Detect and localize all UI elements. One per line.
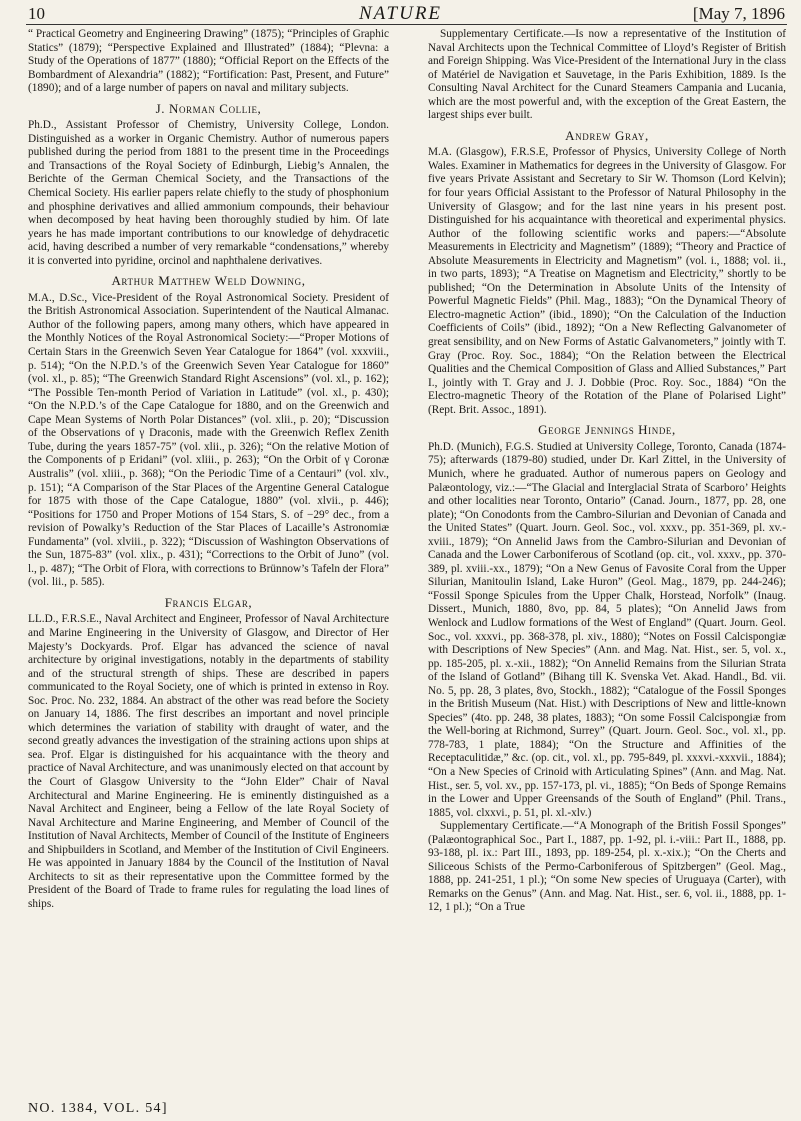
fellow-name-heading: J. Norman Collie, bbox=[155, 100, 262, 116]
page-header bbox=[0, 0, 801, 26]
left-column bbox=[28, 28, 389, 911]
page-number: 10 bbox=[28, 4, 45, 23]
paragraph: M.A., D.Sc., Vice-President of the Royal Astronomical Society. President of the British Astronomical Association. Superintendent of the Nautical Almanac. Author of the following papers, among many others, which have appeared in the Monthly Notices of the Royal Astronomical Society:—“Proper Motions of Certain Stars in the Greenwich Seven Year Catalogue for 1864” (vol. xxxviii., p. 514); “On the N.P.D.’s of the Greenwich Seven Year Catalogue for 1860” (vol. xl., p. 85); “The Greenwich Standard Right Ascensions” (vol. xl., p. 162); “The Possible Ten-month Period of Variation in Latitude” (vol. xl., p. 430); “On the N.P.D.’s of the Cape Catalogue for 1880, and on the Greenwich and Cape Mean Systems of North Polar Distances” (vol. xlii., p. 20); “Discussion of the Observations of γ Draconis, made with the Greenwich Reflex Zenith Tube, during the years 1857-75” (vol. xlii., p. 326); “On the relative Motion of the Components of p Eridani” (vol. xliii., p. 263); “On the Orbit of γ Coronæ Australis” (vol. xliii., p. 368); “On the Periodic Time of a Centauri” (vol. xlv., p. 151); “A Comparison of the Star Places of the Argentine General Catalogue for 1875 with those of the Cape Catalogue, 1880” (vol. xlvii., p. 446); “Positions for 1750 and Proper Motions of 154 Stars, S. of −29° dec., from a revision of Powalky’s Reduction of the Star Places of Lacaille’s Astronomiæ Fundamenta” (vol. xlviii., p. 322); “Discussion of Washington Observations of the Sun, 1875-83” (vol. xlix., p. 431); “Corrections to the Orbit of Juno” (vol. l., p. 487); “The Orbit of Flora, with corrections to Brünnow’s Tafeln der Flora” (vol. lii., p. 585). bbox=[28, 291, 389, 589]
issue-footer: NO. 1384, VOL. 54] bbox=[28, 1101, 168, 1116]
paragraph: M.A. (Glasgow), F.R.S.E, Professor of Physics, University College of North Wales. Examiner in Mathematics for degrees in the University of Glasgow. For five years Private Assistant and Secretary to Sir W. Thomson (Lord Kelvin); for four years Official Assistant to the Professor of Natural Philosophy in the University of Glasgow; and for the last nine years in his present post. Distinguished for his acquaintance with theoretical and experimental physics. Author of the following scientific works and papers:—“Absolute Measurements in Electricity and Magnetism” (1889); “Theory and Practice of Absolute Measurements in Electricity and Magnetism” (vol. i., 1888; vol. ii., in two parts, 1893); “A Treatise on Magnetism and Electricity,” shortly to be published; “On the Determination in Absolute Units of the Intensity of Powerful Magnetic Fields” (Phil. Mag., 1883); “On the Dynamical Theory of Electro-magnetic Action” (ibid., 1890); “On the Calculation of the Induction Coefficients of Coils” (ibid., 1892); “On a New Reflecting Galvanometer of great sensibility, and on New Forms of Astatic Galvanometers,” jointly with T. Gray (Proc. Roy. Soc., 1884); “On the Relation between the Electrical Qualities and the Chemical Composition of Glass and Allied Substances,” Part I., jointly with T. Gray and J. J. Dobbie (Proc. Roy. Soc., 1884) “On the Electro-magnetic Theory of the Rotation of the Plane of Polarised Light” (Rept. Brit. Assoc., 1891). bbox=[428, 146, 786, 416]
paragraph: Ph.D. (Munich), F.G.S. Studied at University College, Toronto, Canada (1874-75); afterwards (1879-80) studied, under Dr. Karl Zittel, in the University of Munich, where he graduated. Author of numerous papers on Geology and Palæontology, viz.:—“The Glacial and Interglacial Strata of Scarboro’ Heights and other localities near Toronto, Ontario” (Canad. Journ., 1877, pp. 28, one plate); “On Conodonts from the Cambro-Silurian and Devonian of Canada and the United States” (Quart. Journ. Geol. Soc., vol. xxxv., pp. 351-369, pl. xv.-xviii., 1879); “On Annelid Jaws from the Cambro-Silurian and Devonian of Canada and the Lower Carboniferous of Scotland (op. cit., vol. xxxv., pp. 370-389, pl. xviii.-xx., 1879); “On a New Genus of Favosite Coral from the Upper Silurian, Manitoulin Island, Lake Huron” (Geol. Mag., 1879, pp. 244-246); “Fossil Sponge Spicules from the Upper Chalk, Horstead, Norfolk” (Inaug. Dissert., Munich, 1880, 8vo, pp. 84, 5 plates); “On Annelid Jaws from Wenlock and Ludlow formations of the West of England” (Quart. Journ. Geol. Soc., vol. xxxvi., pp. 368-378, pl. xiv., 1880); “Notes on Fossil Calcispongiæ with Descriptions of New Species” (Ann. and Mag. Nat. Hist., ser. 5, vol. x., pp. 185-205, pl. x.-xii., 1882); “On Annelid Remains from the Silurian Strata of the Island of Gotland” (Bihang till K. Svenska Vet. Akad. Handl., Bd. vii. No. 5, pp. 28, 3 plates, 8vo, Stockh., 1882); “Catalogue of the Fossil Sponges in the British Museum (Nat. Hist.) with Descriptions of New and little-known Species” (4to. pp. 248, 38 plates, 1883); “On some Fossil Calcispongiæ from the Well-boring at Richmond, Surrey” (Quart. Journ. Geol. Soc., vol. xl., pp. 778-783, 1 plate, 1884); “On the Structure and Affinities of the Receptaculitidæ,” &c. (op. cit., vol. xl., pp. 795-849, pl. xxxvi.-xxxvii., 1884); “On a New Species of Crinoid with Articulating Spines” (Ann. and Mag. Nat. Hist., ser. 5, vol. xv., pp. 157-173, pl. vi., 1885); “On Beds of Sponge Remains in the Lower and Upper Greensands of the South of England” (Phil. Trans., 1885, vol. clxxvi., p. 51, pl. xl.-xlv.) bbox=[428, 440, 786, 819]
fellow-name-heading: Arthur Matthew Weld Downing, bbox=[111, 273, 306, 289]
magazine-title: NATURE bbox=[358, 3, 443, 24]
right-column bbox=[428, 28, 786, 915]
paragraph: Supplementary Certificate.—Is now a representative of the Institution of Naval Architects upon the Technical Committee of Lloyd’s Register of British and Foreign Shipping. Was Vice-President of the International Jury in the class of Matériel de Navigation et Sauvetage, in the Paris Exhibition, 1889. Is the Consulting Naval Architect for the Cunard Steamers Campania and Lucania, which are the most powerful and, with the exception of the Great Eastern, the largest ships ever built. bbox=[428, 28, 786, 122]
paragraph: Ph.D., Assistant Professor of Chemistry, University College, London. Distinguished as a worker in Organic Chemistry. Author of numerous papers published during the period from 1881 to the present time in the Proceedings and Transactions of the Royal Society of Edinburgh, Liebig’s Annalen, the Berichte of the German Chemical Society, and the Transactions of the Chemical Society. His earlier papers relate chiefly to the study of phosphonium and phosphine derivatives and allied ammonium compounds, their behaviour when decomposed by heat having been thoroughly studied by him. Of late years he has made important contributions to our knowledge of dehydracetic acid, having described a number of very remarkable “condensations,” whereby it is converted into pyridine, orcinol and naphthalene derivatives. bbox=[28, 119, 389, 267]
paragraph: Supplementary Certificate.—“A Monograph of the British Fossil Sponges” (Palæontographical Soc., Part I., 1887, pp. 1-92, pl. i.-viii.: Part II., 1888, pp. 93-188, pl. ix.: Part III., 1893, pp. 189-254, pl. x.-xix.); “On the Cherts and Siliceous Schists of the Permo-Carboniferous of Spitzbergen” (Geol. Mag., 1888, pp. 241-251, 1 pl.); “On some New species of Uruguaya (Carter), with Remarks on the Genus” (Ann. and Mag. Nat. Hist., ser. 6, vol. ii., 1888, pp. 1-12, 1 pl.); “On a True bbox=[428, 820, 786, 914]
paragraph: LL.D., F.R.S.E., Naval Architect and Engineer, Professor of Naval Architecture and Marine Engineering in the University of Glasgow, and Director of Her Majesty’s Dockyards. Prof. Elgar has advanced the science of naval architecture by original investigations, notably in the departments of stability and of the structural strength of ships. These are described in papers communicated to the Royal Society, one of which is printed in extenso in Roy. Soc. Proc. No. 232, 1884. An abstract of the other was read before the Society on January 14, 1886. The first describes an important and novel principle which determines the variation of stability with draught of water, and the second greatly advances the investigation of the straining actions upon ships at sea. Prof. Elgar is distinguished for his acquaintance with the theory and practice of Naval Architecture, and was unanimously elected on that account by the Court of Glasgow University to the “John Elder” Chair of Naval Architectural and Marine Engineering. He is eminently distinguished as a Naval Architect and Engineer, being a Fellow of the late Royal Society of Naval Architecture and Marine Engineering, and Member of Council of the Institution of Naval Architects, Member of Council of the Institute of Engineers and Shipbuilders in Scotland, and Member of the Institution of Civil Engineers. He was appointed in January 1884 by the Council of the Institution of Naval Architects to sit as their representative upon the Committee formed by the President of the Board of Trade to frame rules for regulating the load lines of ships. bbox=[28, 613, 389, 910]
header-rule bbox=[26, 24, 787, 25]
fellow-name-heading: Andrew Gray, bbox=[565, 127, 649, 143]
paragraph: “ Practical Geometry and Engineering Drawing” (1875); “Principles of Graphic Statics” (1879); “Perspective Explained and Illustrated” (1884); “Plevna: a Study of the Operations of 1877” (1880); “Official Report on the Effects of the Bombardment of Alexandria” (1882); “Fortification: Past, Present, and Future” (1890); and of a large number of papers on naval and military subjects. bbox=[28, 28, 389, 95]
fellow-name-heading: Francis Elgar, bbox=[164, 594, 253, 610]
fellow-name-heading: George Jennings Hinde, bbox=[538, 422, 676, 438]
issue-date: [May 7, 1896 bbox=[692, 4, 785, 23]
